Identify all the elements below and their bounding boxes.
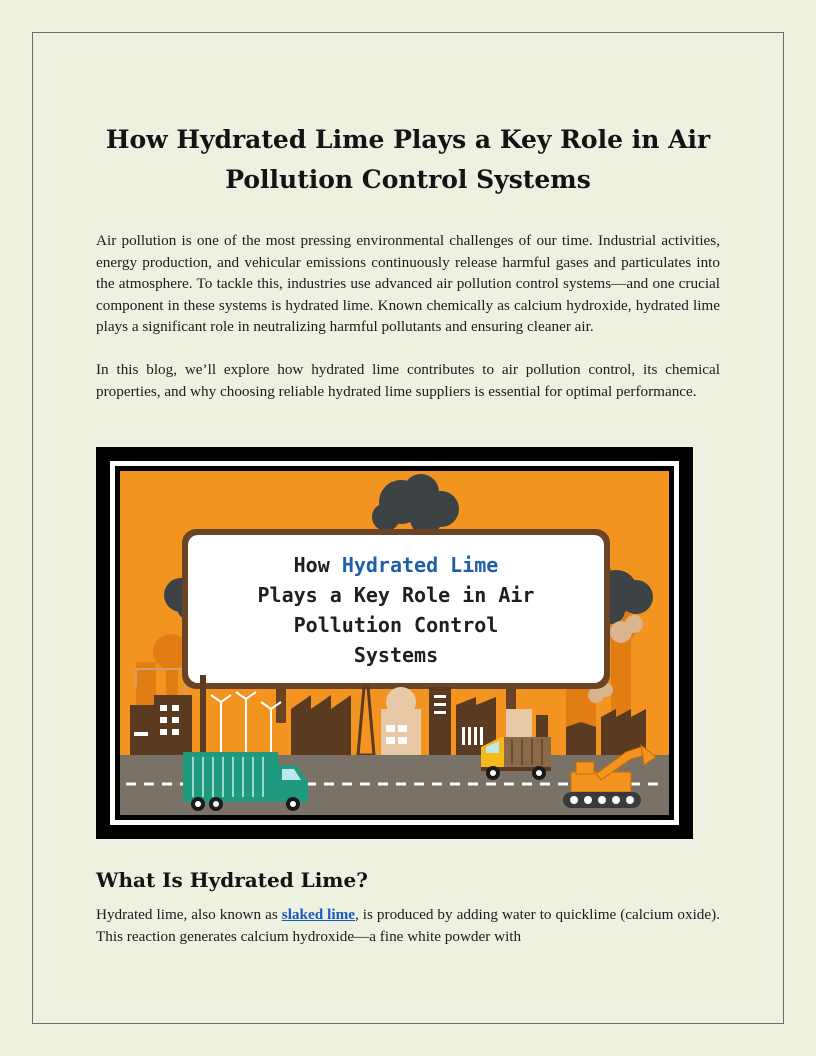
- billboard-line-2: Plays a Key Role in Air: [257, 583, 535, 607]
- hero-graphic: [96, 447, 693, 839]
- intro-paragraph-2: In this blog, we’ll explore how hydrated lime contributes to air pollution control, its chemical properties, and why choosing reliable hydrated lime suppliers is essential for optimal performance.: [96, 361, 720, 400]
- billboard-line-4: Systems: [353, 643, 439, 667]
- billboard-line-3: Pollution Control: [293, 613, 499, 637]
- hero-illustration: [96, 447, 693, 839]
- page-title: How Hydrated Lime Plays a Key Role in Air Pollution Control Systems: [105, 125, 711, 194]
- section-paragraph-text-start: Hydrated lime, also known as: [96, 906, 282, 923]
- section-paragraph-text-end: , is produced by adding water to quicklime (calcium oxide). This reaction generates calcium hydroxide—a fine white powder with: [96, 906, 720, 945]
- billboard-line-1: How Hydrated Lime: [293, 553, 499, 577]
- section-paragraph: [96, 904, 720, 947]
- intro-paragraph-1: Air pollution is one of the most pressing environmental challenges of our time. Industrial activities, energy production, and vehicular emissions continuously release harmful gases and particulates into the atmosphere. To tackle this, industries use advanced air pollution control systems—and one crucial component in these systems is hydrated lime. Known chemically as calcium hydroxide, hydrated lime plays a significant role in neutralizing harmful pollutants and ensuring cleaner air.: [96, 232, 720, 336]
- section-heading-what-is-hydrated-lime: What Is Hydrated Lime?: [96, 868, 368, 892]
- slaked-lime-link[interactable]: slaked lime: [281, 906, 355, 923]
